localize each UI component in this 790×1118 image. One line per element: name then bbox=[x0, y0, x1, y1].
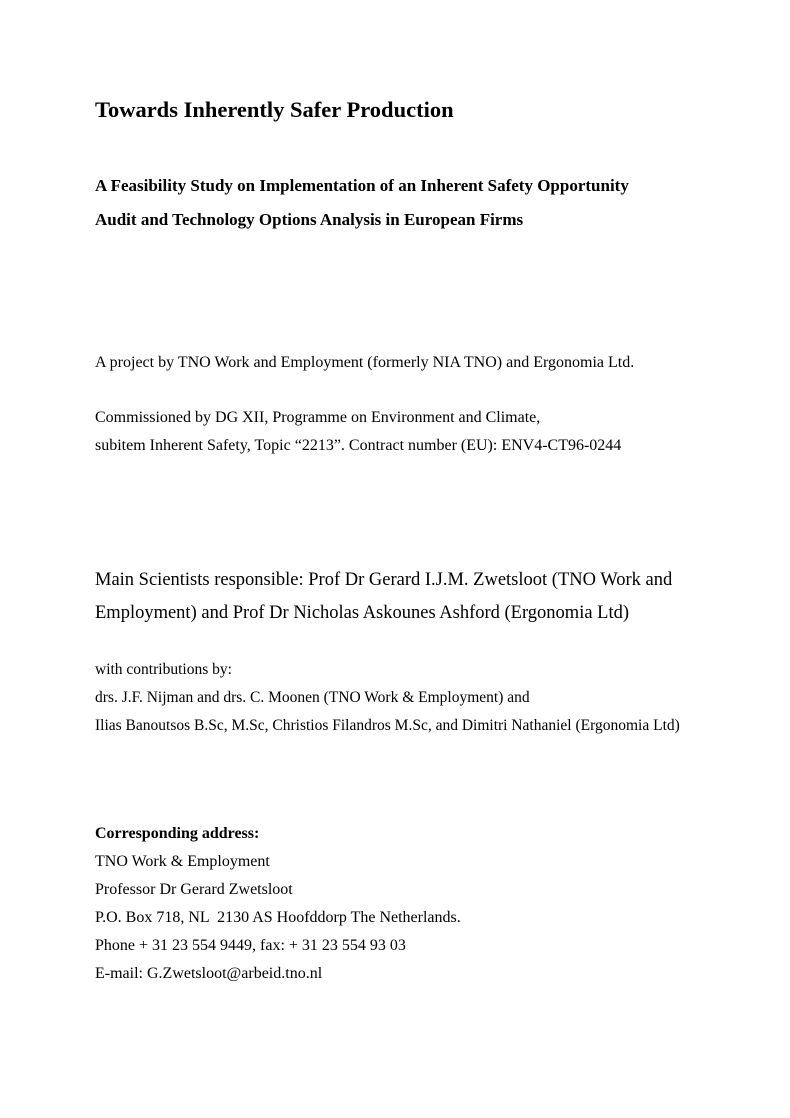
project-line: A project by TNO Work and Employment (formerly NIA TNO) and Ergonomia Ltd. bbox=[95, 354, 635, 371]
document-title: Towards Inherently Safer Production bbox=[95, 97, 454, 122]
address-heading: Corresponding address: bbox=[95, 825, 260, 842]
document-subtitle bbox=[95, 169, 730, 237]
address-phone-fax: Phone + 31 23 554 9449, fax: + 31 23 554 93 03 bbox=[95, 937, 406, 954]
corresponding-address-section bbox=[95, 820, 730, 988]
project-statement bbox=[95, 349, 730, 377]
scientists-line-1: Main Scientists responsible: Prof Dr Gerard I.J.M. Zwetsloot (TNO Work and bbox=[95, 570, 673, 590]
commissioned-line-2: subitem Inherent Safety, Topic “2213”. Contract number (EU): ENV4-CT96-0244 bbox=[95, 437, 622, 454]
main-scientists-statement bbox=[95, 564, 730, 630]
address-organization: TNO Work & Employment bbox=[95, 853, 270, 870]
commissioned-line-1: Commissioned by DG XII, Programme on Environment and Climate, bbox=[95, 409, 541, 426]
contributions-line-2: Ilias Banoutsos B.Sc, M.Sc, Christios Filandros M.Sc, and Dimitri Nathaniel (Ergonomia Ltd) bbox=[95, 717, 680, 734]
address-postal: P.O. Box 718, NL 2130 AS Hoofddorp The Netherlands. bbox=[95, 909, 461, 926]
subtitle-line-1: A Feasibility Study on Implementation of an Inherent Safety Opportunity bbox=[95, 176, 629, 195]
scientists-line-2: Employment) and Prof Dr Nicholas Askounes Ashford (Ergonomia Ltd) bbox=[95, 603, 630, 623]
commissioned-statement bbox=[95, 404, 730, 460]
address-email: E-mail: G.Zwetsloot@arbeid.tno.nl bbox=[95, 965, 323, 982]
contributions-intro: with contributions by: bbox=[95, 661, 232, 678]
subtitle-line-2: Audit and Technology Options Analysis in European Firms bbox=[95, 210, 524, 229]
contributions-section bbox=[95, 656, 730, 740]
address-person: Professor Dr Gerard Zwetsloot bbox=[95, 881, 293, 898]
contributions-line-1: drs. J.F. Nijman and drs. C. Moonen (TNO Work & Employment) and bbox=[95, 689, 530, 706]
